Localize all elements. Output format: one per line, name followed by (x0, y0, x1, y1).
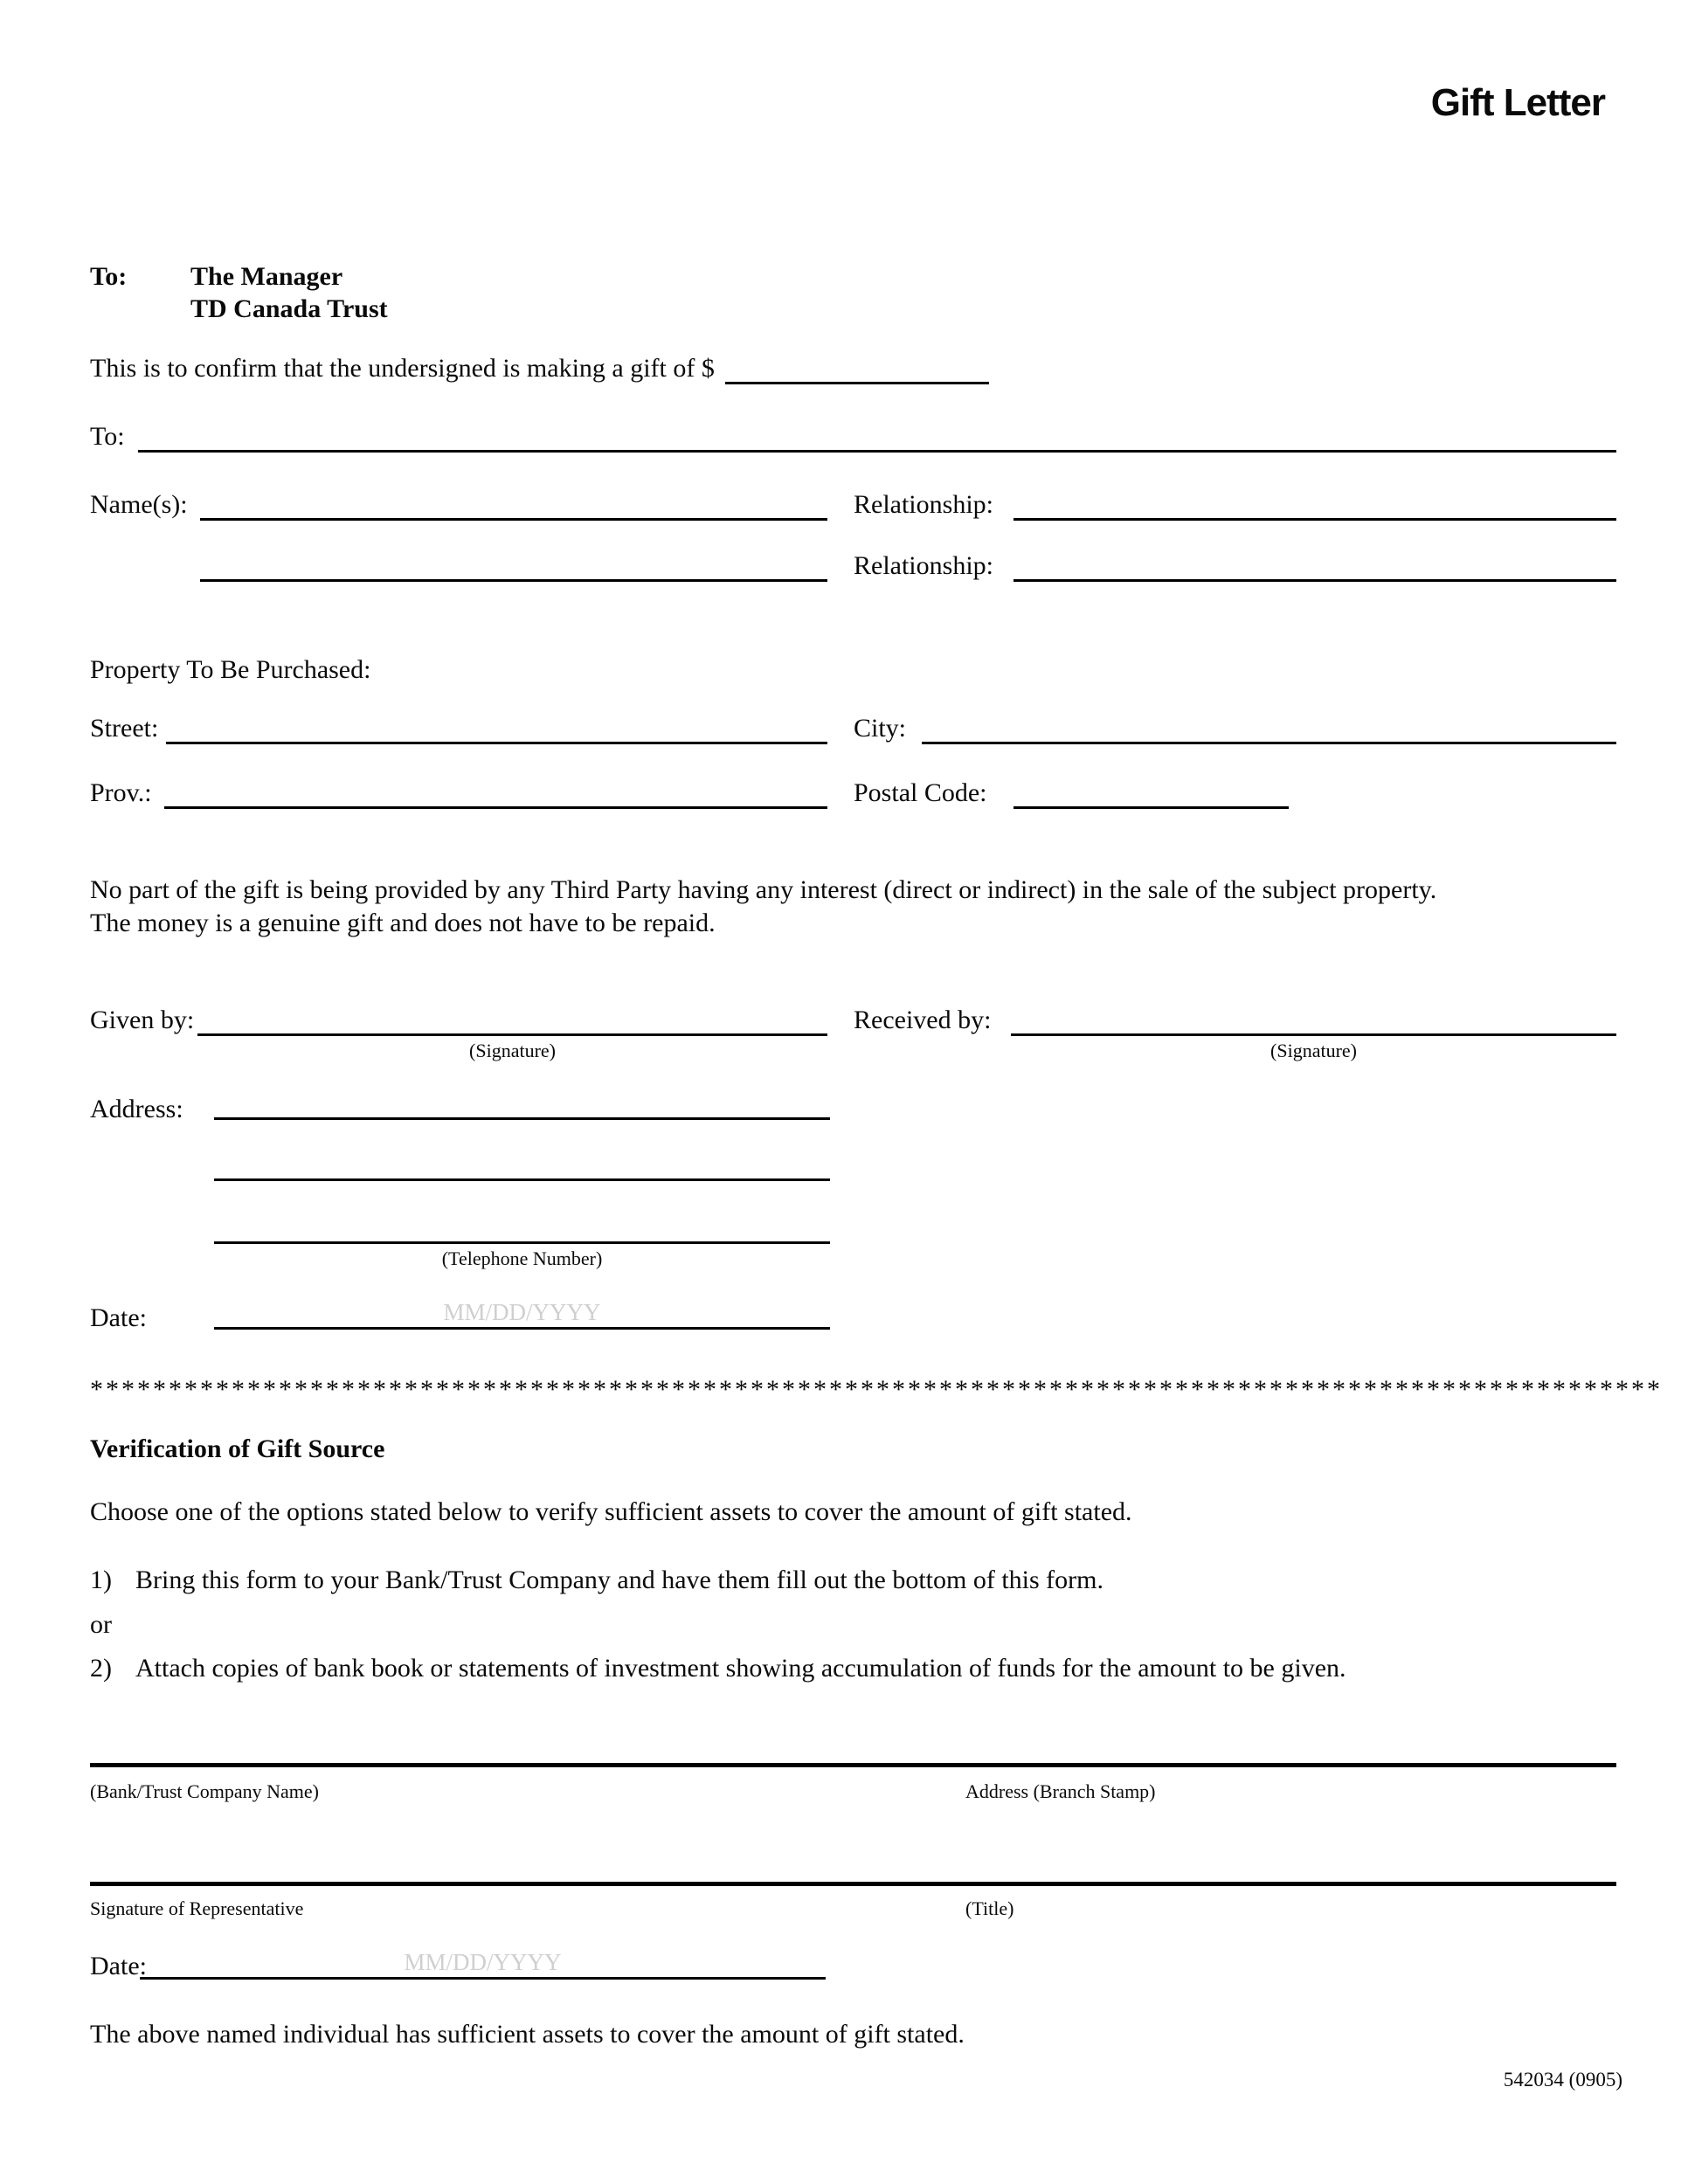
to-row (90, 421, 1616, 453)
verification-option-2 (90, 1654, 1616, 1683)
closing-statement: The above named individual has sufficient assets to cover the amount of gift stated. (90, 2020, 965, 2049)
form-number: 542034 (0905) (1503, 2069, 1622, 2091)
bank-rule (90, 1763, 1616, 1767)
relationship-field-2[interactable] (1013, 550, 1616, 582)
city-field[interactable] (922, 713, 1616, 744)
given-by-signature-field[interactable] (197, 1005, 827, 1036)
bank-company-caption: (Bank/Trust Company Name) (90, 1780, 319, 1802)
verification-intro: Choose one of the options stated below to verify sufficient assets to cover the amount of gift stated. (90, 1497, 1132, 1526)
signature-caption-given: (Signature) (469, 1040, 556, 1061)
date-label: Date: (90, 1303, 147, 1332)
option-2-text: Attach copies of bank book or statements of investment showing accumulation of funds for the amount to be given. (135, 1654, 1346, 1683)
branch-stamp-caption: Address (Branch Stamp) (965, 1780, 1156, 1802)
option-1-text: Bring this form to your Bank/Trust Company and have them fill out the bottom of this form. (135, 1565, 1103, 1594)
title-caption: (Title) (965, 1897, 1014, 1919)
address-label: Address: (90, 1095, 183, 1123)
confirm-row (90, 353, 1616, 384)
representative-caption: Signature of Representative (90, 1897, 304, 1919)
recipient-label: To: (90, 262, 128, 291)
bank-date-placeholder: MM/DD/YYYY (404, 1949, 562, 1975)
city-label: City: (854, 714, 907, 743)
declaration (90, 874, 1616, 940)
names-row-1 (90, 489, 1616, 521)
street-city-row (90, 713, 1616, 744)
names-row-2 (90, 550, 1616, 582)
recipient-block (90, 260, 388, 325)
prov-label: Prov.: (90, 778, 152, 807)
given-by-label: Given by: (90, 1006, 195, 1034)
to-field[interactable] (138, 421, 1616, 453)
verification-heading: Verification of Gift Source (90, 1434, 385, 1463)
names-field-2[interactable] (200, 550, 827, 582)
asterisk-divider: **************************************************************************************************** (90, 1375, 1663, 1404)
page-title: Gift Letter (1430, 81, 1605, 124)
names-field-1[interactable] (200, 489, 827, 521)
verification-option-1 (90, 1565, 1616, 1595)
relationship-label-2: Relationship: (854, 551, 993, 580)
address-field-2[interactable] (214, 1150, 830, 1181)
date-placeholder: MM/DD/YYYY (443, 1299, 601, 1325)
postal-code-label: Postal Code: (854, 778, 987, 807)
option-2-number: 2) (90, 1654, 112, 1683)
signature-row (90, 1005, 1616, 1036)
option-or-label: or (90, 1610, 112, 1639)
bank-date-field[interactable] (140, 1948, 826, 1980)
street-field[interactable] (166, 713, 827, 744)
signature-caption-received: (Signature) (1270, 1040, 1357, 1061)
street-label: Street: (90, 714, 159, 743)
prov-postal-row (90, 778, 1616, 809)
relationship-label-1: Relationship: (854, 490, 993, 519)
option-1-number: 1) (90, 1565, 112, 1594)
relationship-field-1[interactable] (1013, 489, 1616, 521)
prov-field[interactable] (164, 778, 827, 809)
recipient-org: TD Canada Trust (190, 294, 388, 323)
received-by-signature-field[interactable] (1011, 1005, 1616, 1036)
declaration-line-2: The money is a genuine gift and does not have to be repaid. (90, 909, 716, 937)
address-field-1[interactable] (214, 1089, 830, 1120)
telephone-caption: (Telephone Number) (441, 1248, 603, 1269)
recipient-name: The Manager (190, 262, 343, 291)
gift-amount-field[interactable] (725, 353, 989, 384)
bank-date-label: Date: (90, 1952, 147, 1980)
declaration-line-1: No part of the gift is being provided by any Third Party having any interest (direct or indirect) in the sale of the subject property. (90, 875, 1437, 904)
representative-rule (90, 1882, 1616, 1886)
postal-code-field[interactable] (1013, 778, 1289, 809)
telephone-field[interactable] (214, 1213, 830, 1244)
received-by-label: Received by: (854, 1006, 992, 1034)
to-label: To: (90, 422, 125, 451)
names-label: Name(s): (90, 490, 188, 519)
property-heading: Property To Be Purchased: (90, 655, 371, 684)
confirm-text: This is to confirm that the undersigned is making a gift of $ (90, 354, 715, 383)
date-field[interactable] (214, 1298, 830, 1330)
